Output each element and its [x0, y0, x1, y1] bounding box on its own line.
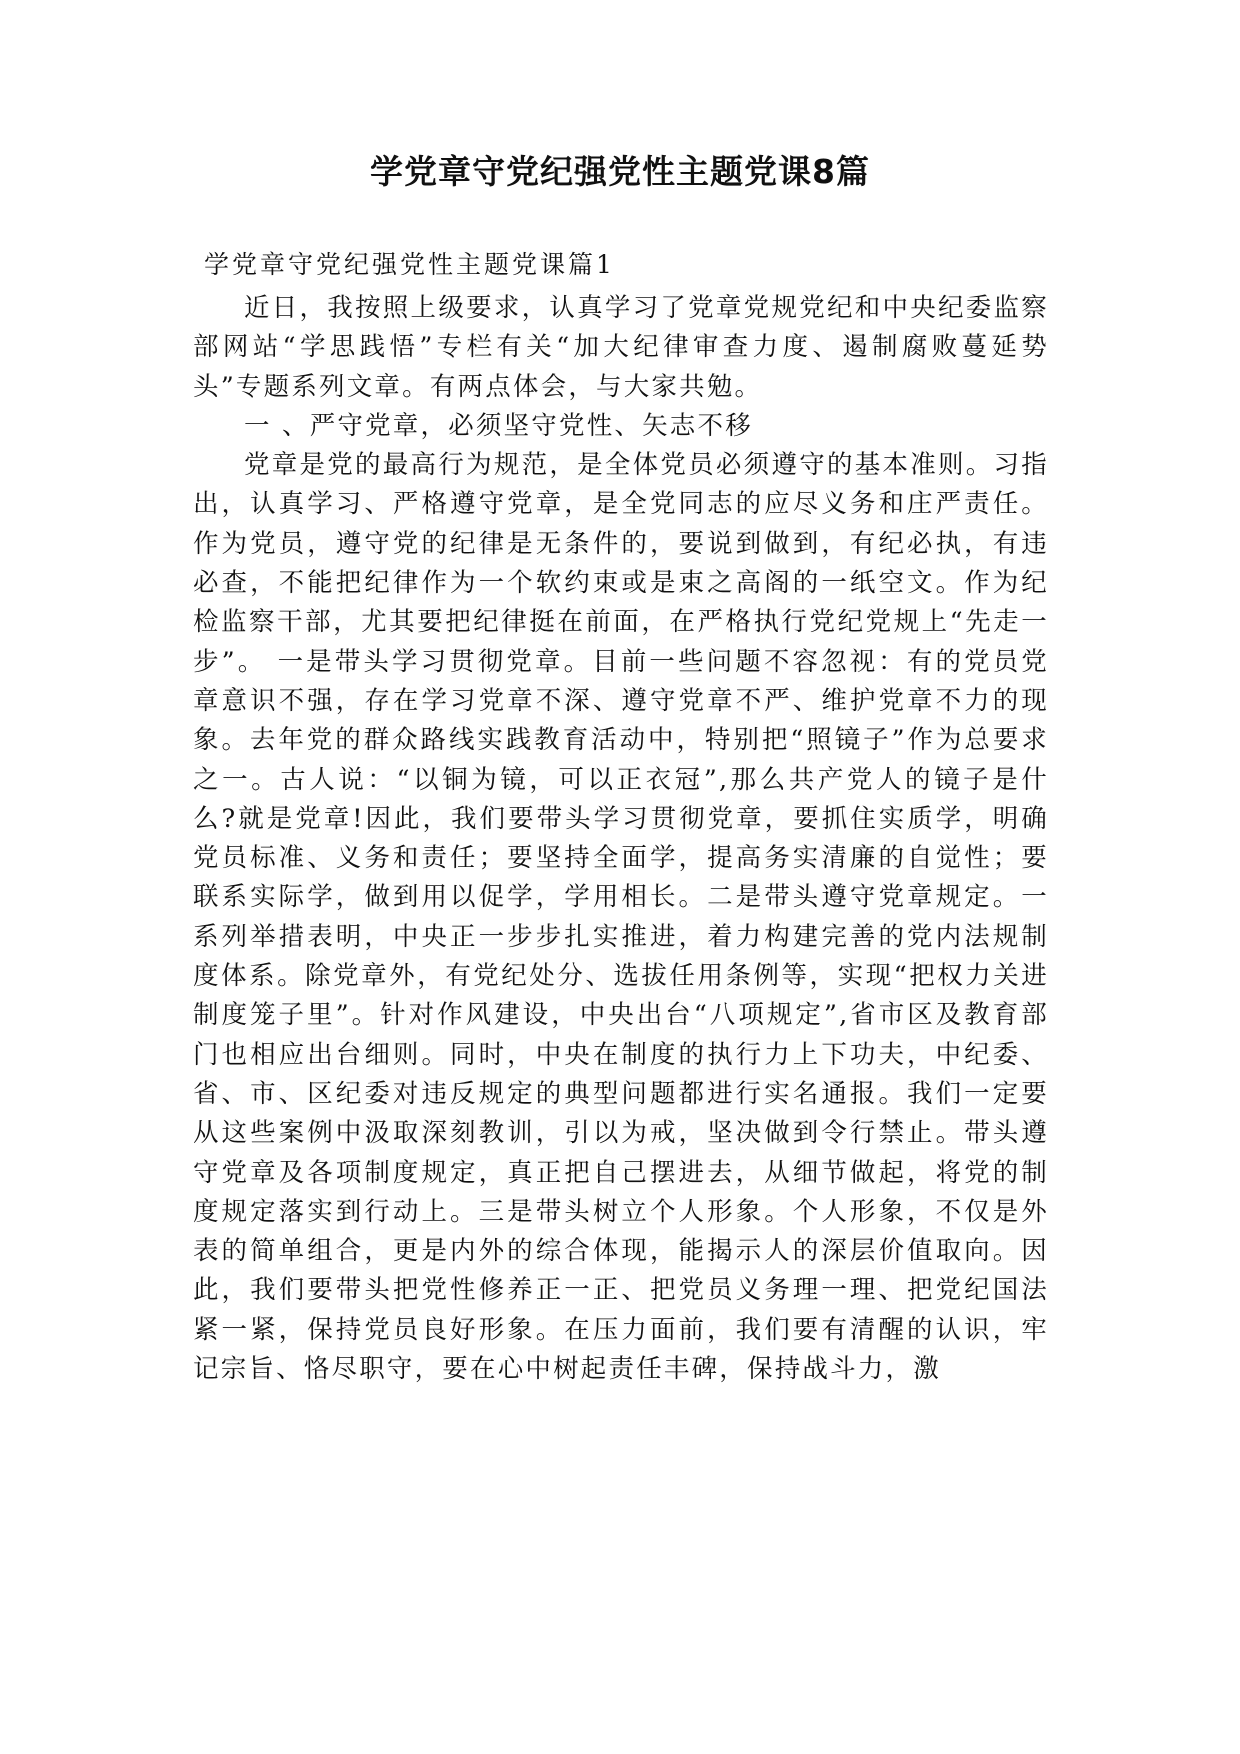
- document-title: 学党章守党纪强党性主题党课8篇: [370, 152, 870, 191]
- subheading-1: 一 、严守党章，必须坚守党性、矢志不移: [244, 410, 753, 441]
- paragraph-intro: 近日，我按照上级要求，认真学习了党章党规党纪和中央纪委监察部网站“学思践悟”专栏有关“加大纪律审查力度、遏制腐败蔓延势头”专题系列文章。有两点体会，与大家共勉。: [193, 293, 1049, 402]
- paragraph-main: 党章是党的最高行为规范，是全体党员必须遵守的基本准则。习指出，认真学习、严格遵守党章，是全党同志的应尽义务和庄严责任。作为党员，遵守党的纪律是无条件的，要说到做到，有纪必执，有违必查，不能把纪律作为一个软约束或是束之高阁的一纸空文。作为纪检监察干部，尤其要把纪律挺在前面，在严格执行党纪党规上“先走一步”。 一是带头学习贯彻党章。目前一些问题不容忽视：有的党员党章意识不强，存在学习党章不深、遵守党章不严、维护党章不力的现象。去年党的群众路线实践教育活动中，特别把“照镜子”作为总要求之一。古人说：“以铜为镜，可以正衣冠”,那么共产党人的镜子是什么?就是党章!因此，我们要带头学习贯彻党章，要抓住实质学，明确党员标准、义务和责任；要坚持全面学，提高务实清廉的自觉性；要联系实际学，做到用以促学，学用相长。二是带头遵守党章规定。一系列举措表明，中央正一步步扎实推进，着力构建完善的党内法规制度体系。除党章外，有党纪处分、选拔任用条例等，实现“把权力关进制度笼子里”。针对作风建设，中央出台“八项规定”,省市区及教育部门也相应出台细则。同时，中央在制度的执行力上下功夫，中纪委、省、市、区纪委对违反规定的典型问题都进行实名通报。我们一定要从这些案例中汲取深刻教训，引以为戒，坚决做到令行禁止。带头遵守党章及各项制度规定，真正把自己摆进去，从细节做起，将党的制度规定落实到行动上。三是带头树立个人形象。个人形象，不仅是外表的简单组合，更是内外的综合体现，能揭示人的深层价值取向。因此，我们要带头把党性修养正一正、把党员义务理一理、把党纪国法紧一紧，保持党员良好形象。在压力面前，我们要有清醒的认识，牢记宗旨、恪尽职守，要在心中树起责任丰碑，保持战斗力，激: [193, 450, 1049, 1385]
- document-body: [193, 289, 1049, 1389]
- section-title: 学党章守党纪强党性主题党课篇1: [204, 250, 615, 279]
